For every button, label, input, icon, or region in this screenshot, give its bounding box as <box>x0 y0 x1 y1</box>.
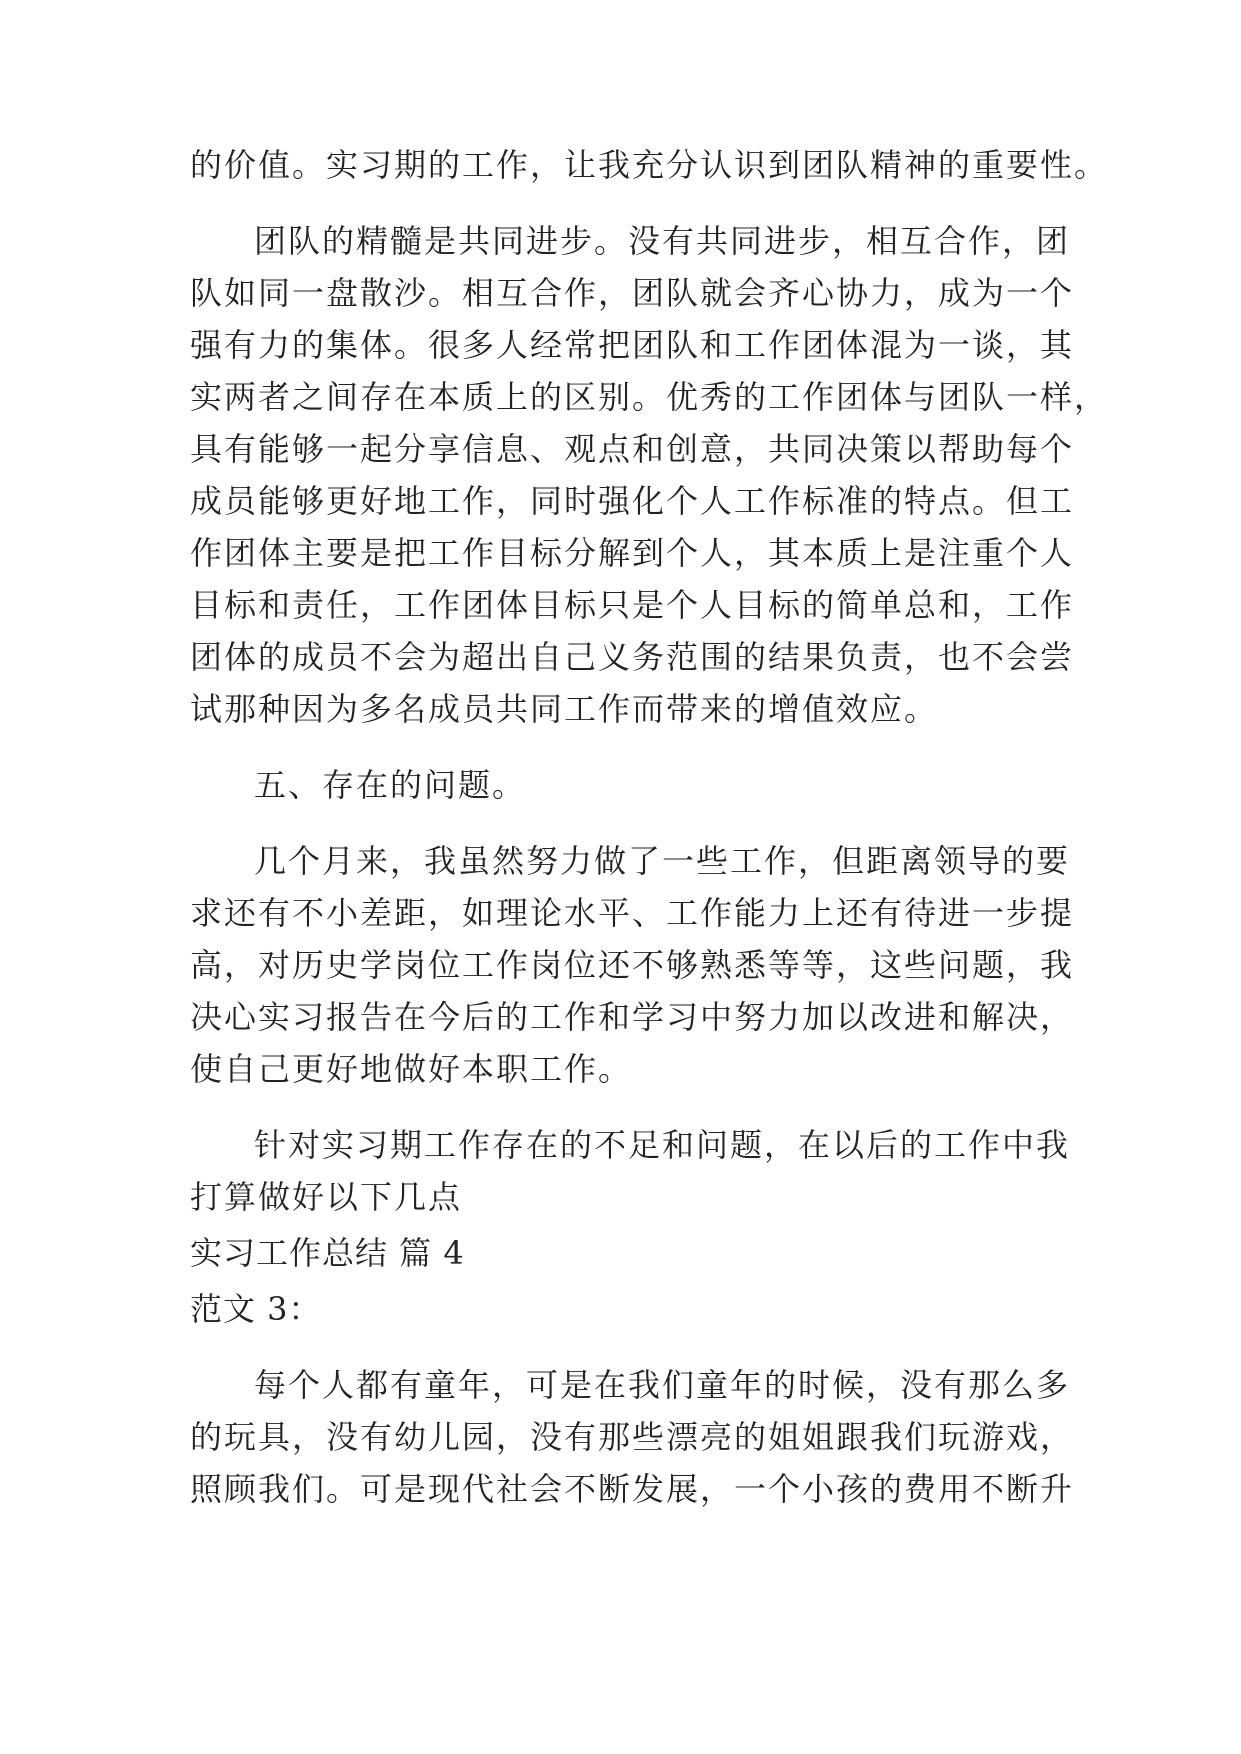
text-line: 强有力的集体。很多人经常把团队和工作团体混为一谈，其 <box>190 326 1075 364</box>
text-line: 打算做好以下几点 <box>190 1178 463 1216</box>
text-line: 队如同一盘散沙。相互合作，团队就会齐心协力，成为一个 <box>190 274 1075 312</box>
text-line: 作团体主要是把工作目标分解到个人，其本质上是注重个人 <box>190 534 1075 572</box>
text-line: 的价值。实习期的工作，让我充分认识到团队精神的重要性。 <box>190 146 1109 184</box>
article-heading: 实习工作总结 篇 4 <box>190 1234 465 1272</box>
text-line: 团体的成员不会为超出自己义务范围的结果负责，也不会尝 <box>190 638 1075 676</box>
paragraph-first-line: 几个月来，我虽然努力做了一些工作，但距离领导的要 <box>254 842 1071 880</box>
text-line: 具有能够一起分享信息、观点和创意，共同决策以帮助每个 <box>190 430 1075 468</box>
text-line: 照顾我们。可是现代社会不断发展，一个小孩的费用不断升 <box>190 1470 1075 1508</box>
sample-label: 范文 3： <box>190 1290 322 1328</box>
text-line: 试那种因为多名成员共同工作而带来的增值效应。 <box>190 690 939 728</box>
paragraph-first-line: 团队的精髓是共同进步。没有共同进步，相互合作，团 <box>254 222 1071 260</box>
text-line: 决心实习报告在今后的工作和学习中努力加以改进和解决， <box>190 998 1075 1036</box>
text-line: 实两者之间存在本质上的区别。优秀的工作团体与团队一样， <box>190 378 1109 416</box>
text-line: 成员能够更好地工作，同时强化个人工作标准的特点。但工 <box>190 482 1075 520</box>
paragraph-first-line: 针对实习期工作存在的不足和问题，在以后的工作中我 <box>254 1126 1071 1164</box>
section-heading: 五、存在的问题。 <box>254 766 527 804</box>
text-line: 求还有不小差距，如理论水平、工作能力上还有待进一步提 <box>190 894 1075 932</box>
paragraph-first-line: 每个人都有童年，可是在我们童年的时候，没有那么多 <box>254 1366 1071 1404</box>
text-line: 使自己更好地做好本职工作。 <box>190 1050 633 1088</box>
text-line: 高，对历史学岗位工作岗位还不够熟悉等等，这些问题，我 <box>190 946 1075 984</box>
text-line: 目标和责任，工作团体目标只是个人目标的简单总和，工作 <box>190 586 1075 624</box>
text-line: 的玩具，没有幼儿园，没有那些漂亮的姐姐跟我们玩游戏， <box>190 1418 1075 1456</box>
